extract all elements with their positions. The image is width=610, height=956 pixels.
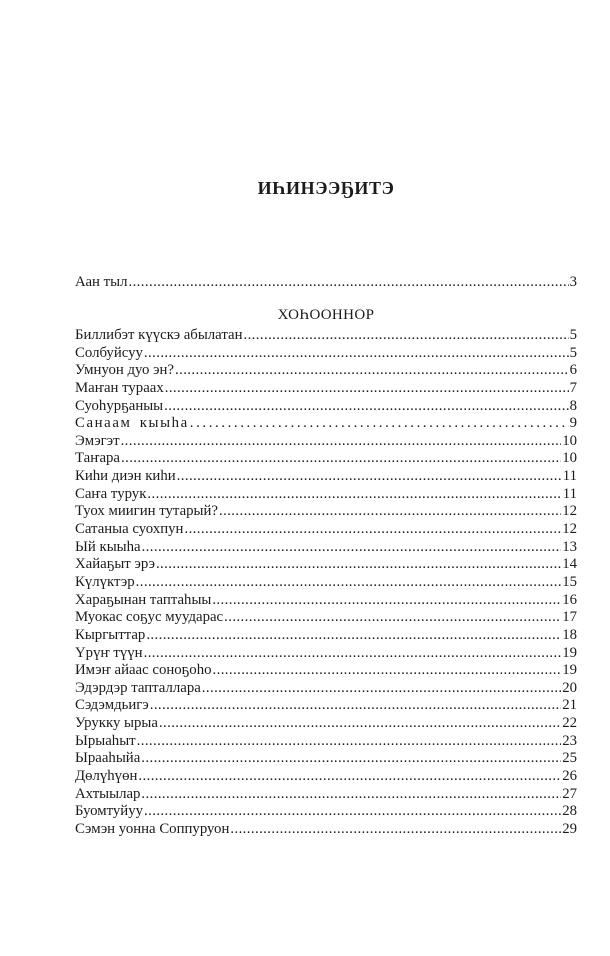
toc-entry-page: 21 xyxy=(562,697,577,714)
toc-entry-page: 8 xyxy=(569,397,577,414)
scanned-page xyxy=(75,0,577,956)
leader-dots xyxy=(144,645,562,663)
toc-row xyxy=(75,433,577,451)
leader-dots xyxy=(190,415,569,433)
toc-row xyxy=(75,750,577,768)
toc-row xyxy=(75,521,577,539)
toc-row xyxy=(75,274,577,292)
toc-entry-title: Туох миигин тутарый? xyxy=(75,503,218,520)
leader-dots xyxy=(141,786,561,804)
leader-dots xyxy=(121,433,562,451)
toc-entry-page: 22 xyxy=(562,715,577,732)
toc-entry-title: Хайаҕыт эрэ xyxy=(75,556,155,573)
toc-entry-page: 11 xyxy=(562,485,577,502)
toc-entry-title: Сэдэмдьигэ xyxy=(75,697,149,714)
leader-dots xyxy=(147,486,561,504)
toc-entry-title: Ырааһыйа xyxy=(75,750,141,767)
leader-dots xyxy=(137,733,562,751)
toc-entry-page: 10 xyxy=(562,432,577,449)
toc-entry-page: 13 xyxy=(562,538,577,555)
toc-entry-page: 10 xyxy=(562,450,577,467)
leader-dots xyxy=(219,503,561,521)
toc-entry-page: 5 xyxy=(569,327,577,343)
toc-row xyxy=(75,786,577,804)
toc-entry-page: 9 xyxy=(569,415,577,432)
leader-dots xyxy=(175,362,569,380)
toc-row xyxy=(75,450,577,468)
leader-dots xyxy=(202,680,561,698)
leader-dots xyxy=(128,274,568,292)
toc-entry-page: 17 xyxy=(562,609,577,626)
toc-entry-title: Сэмэн уонна Соппуруон xyxy=(75,820,230,837)
toc-entry-page: 7 xyxy=(569,379,577,396)
toc-row xyxy=(75,768,577,786)
toc-entry-title: Суоһурҕаныы xyxy=(75,397,164,414)
toc-entry-title: Сатаныа суохпун xyxy=(75,521,184,538)
toc-entry-title: Ырыаһыт xyxy=(75,732,136,749)
toc-entry-title: Аан тыл xyxy=(75,274,128,290)
toc-entry-page: 27 xyxy=(562,785,577,802)
toc-entry-title: Ахтыылар xyxy=(75,785,141,802)
toc-entry-title: Умнуон дуо эн? xyxy=(75,362,174,379)
toc-entry-page: 5 xyxy=(569,344,577,361)
toc-entry-page: 15 xyxy=(562,573,577,590)
toc-row xyxy=(75,662,577,680)
toc-entry-page: 16 xyxy=(562,591,577,608)
toc-entry-title: Саҥа турук xyxy=(75,485,147,502)
leader-dots xyxy=(212,592,561,610)
toc-entry-page: 3 xyxy=(569,274,577,290)
toc-row xyxy=(75,697,577,715)
toc-row xyxy=(75,539,577,557)
toc-entry-page: 28 xyxy=(562,803,577,820)
toc-row xyxy=(75,680,577,698)
toc-entry-page: 20 xyxy=(562,679,577,696)
leader-dots xyxy=(121,450,561,468)
toc-entry-page: 25 xyxy=(562,750,577,767)
leader-dots xyxy=(243,327,568,345)
toc-entry-page: 26 xyxy=(562,768,577,785)
leader-dots xyxy=(224,609,561,627)
toc-entry-title: Солбуйсуу xyxy=(75,344,143,361)
toc-row xyxy=(75,645,577,663)
leader-dots xyxy=(142,539,562,557)
toc-row xyxy=(75,327,577,345)
toc-row xyxy=(75,803,577,821)
toc-entry-title: Санаам кыыһа xyxy=(75,415,189,432)
leader-dots xyxy=(164,398,568,416)
toc-entry-page: 18 xyxy=(562,626,577,643)
toc-row xyxy=(75,486,577,504)
leader-dots xyxy=(165,380,569,398)
leader-dots xyxy=(230,821,561,839)
leader-dots xyxy=(156,556,561,574)
toc-entry-title: Имэҥ айаас соноҕоһо xyxy=(75,662,212,679)
toc-row xyxy=(75,821,577,839)
toc-entry-title: Эмэгэт xyxy=(75,432,120,449)
leader-dots xyxy=(136,574,562,592)
toc-row xyxy=(75,609,577,627)
toc-entry-page: 12 xyxy=(562,521,577,538)
toc-row xyxy=(75,574,577,592)
leader-dots xyxy=(138,768,561,786)
toc-row xyxy=(75,398,577,416)
leader-dots xyxy=(144,345,569,363)
toc-row xyxy=(75,380,577,398)
leader-dots xyxy=(159,715,561,733)
toc-entry-page: 19 xyxy=(562,662,577,679)
toc-row xyxy=(75,556,577,574)
leader-dots xyxy=(177,468,562,486)
leader-dots xyxy=(150,697,561,715)
toc-row xyxy=(75,715,577,733)
toc-row xyxy=(75,503,577,521)
toc-row xyxy=(75,592,577,610)
leader-dots xyxy=(184,521,561,539)
leader-dots xyxy=(141,750,561,768)
toc-entry-title: Киһи диэн киһи xyxy=(75,468,176,485)
toc-row xyxy=(75,627,577,645)
front-matter xyxy=(75,274,577,292)
toc-row xyxy=(75,733,577,751)
toc-row xyxy=(75,415,577,433)
toc-entry-page: 11 xyxy=(562,468,577,485)
toc-entry-title: Таҥара xyxy=(75,450,120,467)
toc-row xyxy=(75,468,577,486)
toc-entry-title: Буомтуйуу xyxy=(75,803,144,820)
toc-entry-page: 12 xyxy=(562,503,577,520)
section-heading: ХОҺООННОР xyxy=(277,307,375,323)
toc-entry-title: Үрүҥ түүн xyxy=(75,644,143,661)
toc-entry-title: Эдэрдэр тапталлара xyxy=(75,679,201,696)
toc-entry-title: Хараҕынан таптаһыы xyxy=(75,591,212,608)
toc-entry-title: Урукку ырыа xyxy=(75,715,158,732)
toc-entry-title: Ый кыыһа xyxy=(75,538,141,555)
leader-dots xyxy=(213,662,562,680)
toc-entry-page: 19 xyxy=(562,644,577,661)
leader-dots xyxy=(144,803,561,821)
toc-entry-page: 6 xyxy=(569,362,577,379)
toc-entry-page: 29 xyxy=(562,820,577,837)
toc-row xyxy=(75,345,577,363)
toc-row xyxy=(75,362,577,380)
toc-list xyxy=(75,327,577,839)
toc-entry-title: Биллибэт күүскэ абылатан xyxy=(75,327,243,343)
toc-entry-title: Маҥан тураах xyxy=(75,379,164,396)
toc-entry-page: 14 xyxy=(562,556,577,573)
leader-dots xyxy=(146,627,561,645)
toc-entry-title: Муокас соҕус муударас xyxy=(75,609,224,626)
contents-title: ИҺИНЭЭҔИТЭ xyxy=(257,178,395,198)
toc-entry-title: Дөлүһүөн xyxy=(75,768,138,785)
toc-entry-page: 23 xyxy=(562,732,577,749)
toc-entry-title: Кыргыттар xyxy=(75,626,146,643)
toc-entry-title: Күлүктэр xyxy=(75,573,135,590)
